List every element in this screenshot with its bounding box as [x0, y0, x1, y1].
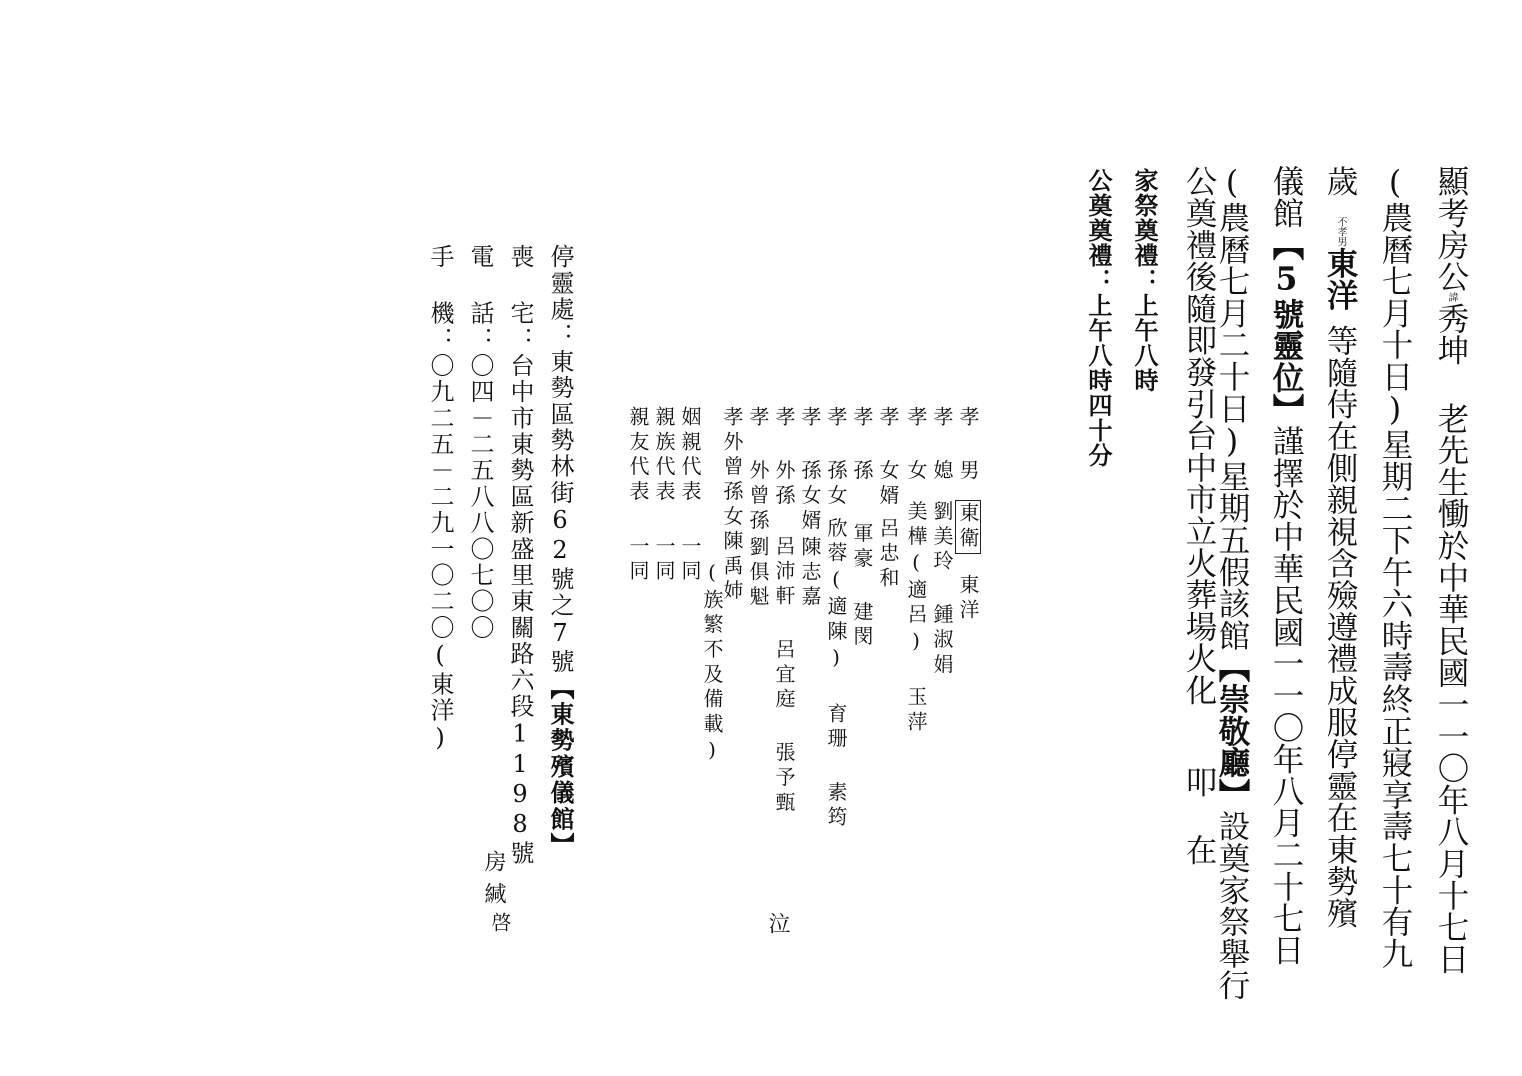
family-rite-time: 家祭奠禮：上午八時 — [1130, 168, 1159, 393]
weep-mark: 泣 — [765, 912, 790, 939]
mobile-number: 手 機：〇九二五－二九一〇二〇(東洋) — [426, 244, 454, 754]
kin-relation: 孝 孫女婿 — [798, 406, 822, 534]
kin-relation: 孝 女婿 — [876, 406, 900, 510]
lunar-date-venue: (農曆七月二十日)星期五假該館 — [1214, 165, 1250, 651]
cremation-text: 公奠禮後隨即發引台中市立火葬場火化 — [1181, 165, 1217, 706]
kin-row — [800, 406, 820, 610]
kin-row — [852, 406, 872, 650]
obituary-line-3 — [1324, 165, 1357, 929]
kin-name: 東洋 — [956, 574, 980, 624]
relatives-row — [680, 406, 700, 585]
kin-row — [826, 406, 846, 831]
signature-name: 房 — [481, 850, 506, 877]
kin-relation: 孝 男 — [956, 406, 980, 485]
kowtow-text: 叩 在 — [1181, 765, 1217, 866]
relatives-note: (族繁不及備載) — [700, 560, 724, 767]
kin-names: 劉俱魁 — [746, 536, 770, 611]
deceased-title: 顯考房公 — [1433, 165, 1469, 293]
kin-row — [774, 406, 794, 816]
kin-row — [748, 406, 768, 610]
family-rite-text: 設奠家祭舉行 — [1214, 810, 1250, 1001]
unfilial-son-label: 不孝男 — [1335, 216, 1346, 247]
kin-names: 美樺(適呂) 玉萍 — [904, 500, 928, 736]
kin-relation: 孝 孫 — [850, 406, 874, 485]
signature-close: 啓 — [488, 912, 512, 937]
obituary-line-2: (農曆七月十日)星期二下午六時壽終正寢享壽七十有九 — [1377, 165, 1413, 969]
phone-number: 電 話：〇四－二五八八〇七〇〇 — [466, 244, 494, 641]
kin-names: 欣蓉(適陳) 育珊 素筠 — [824, 517, 848, 831]
kin-names: 陳禹姉 — [720, 530, 744, 605]
kin-names: 軍豪 建閔 — [850, 522, 874, 651]
kin-row — [906, 406, 926, 736]
chief-mourner-name: 東洋 — [1322, 246, 1359, 311]
obituary-line-4 — [1270, 165, 1303, 966]
obituary-line-5 — [1216, 165, 1249, 1001]
relatives-label: 親友代表 — [626, 406, 650, 506]
kin-names: 陳志嘉 — [798, 536, 822, 611]
kin-row — [878, 406, 898, 592]
hall-name: 【崇敬廳】 — [1214, 651, 1251, 810]
deceased-name-and-death-date: 秀坤 老先生慟於中華民國一一〇年八月十七日 — [1433, 302, 1469, 975]
kin-names: 劉美玲 鍾淑娟 — [930, 500, 954, 679]
funeral-hall-suffix: 儀館 — [1268, 165, 1304, 229]
funeral-location — [546, 244, 575, 859]
relatives-together: 一同 — [626, 535, 650, 585]
obituary-line-6 — [1183, 165, 1215, 866]
mourning-home: 喪 宅：台中市東勢區新盛里東關路六段1198號 — [506, 244, 534, 867]
location-address: 停靈處：東勢區勢林街62號之7號 — [546, 244, 574, 676]
kin-row — [722, 406, 742, 604]
relatives-label: 姻親代表 — [678, 406, 702, 506]
taboo-name-mark: 諱 — [1446, 292, 1457, 303]
public-rite-time: 公奠奠禮：上午八時四十分 — [1084, 168, 1113, 468]
relatives-label: 親族代表 — [652, 406, 676, 506]
obituary-line-1 — [1435, 165, 1467, 975]
kin-relation: 孝 孫女 — [824, 406, 848, 510]
kin-relation: 孝外曾孫女 — [720, 406, 744, 530]
kin-relation: 孝 外孫 — [772, 406, 796, 510]
spirit-position: 【5號靈位】 — [1268, 228, 1305, 425]
kin-relation: 孝 媳 — [930, 406, 954, 485]
ceremony-date: 謹擇於中華民國一一〇年八月二十七日 — [1268, 424, 1304, 966]
kin-names: 呂忠和 — [876, 517, 900, 592]
relatives-together: 一同 — [652, 535, 676, 585]
location-hall-name: 【東勢殯儀館】 — [546, 675, 575, 859]
kin-relation: 孝 女 — [904, 406, 928, 485]
kin-name-boxed: 東衛 — [956, 502, 980, 553]
signature-verb: 緘 — [481, 882, 506, 909]
kin-relation: 孝 外曾孫 — [746, 406, 770, 534]
mourning-statement: 等隨侍在側親視含殮遵禮成服停靈在東勢殯 — [1322, 324, 1358, 929]
age-suffix: 歲 — [1322, 165, 1358, 197]
relatives-row — [654, 406, 674, 585]
relatives-together: 一同 — [678, 535, 702, 585]
kin-row — [958, 406, 978, 624]
kin-row — [932, 406, 952, 678]
kin-names: 呂沛軒 呂宜庭 張予甄 — [772, 535, 796, 817]
relatives-row — [628, 406, 648, 585]
